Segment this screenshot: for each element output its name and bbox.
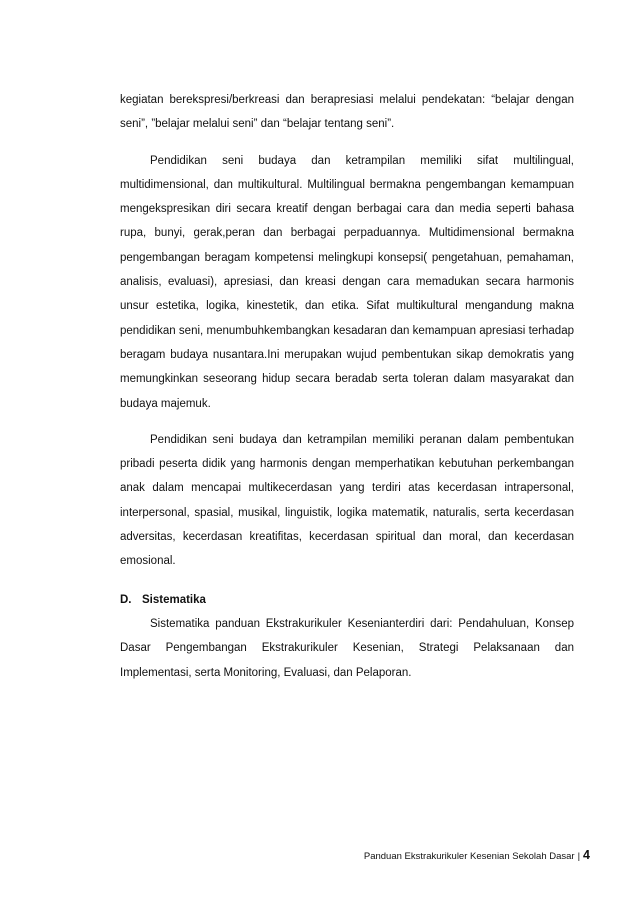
paragraph-sifat: Pendidikan seni budaya dan ketrampilan memiliki sifat multilingual, multidimensional, dan multikultural. Multilingual bermakna pengembangan kemampuan mengekspresikan diri secara kreatif dengan berbagai cara dan media seperti bahasa rupa, bunyi, gerak,peran dan berbagai perpaduannya. Multidimensional bermakna pengembangan beragam kompetensi melingkupi konsepsi( pengetahuan, pemahaman, analisis, evaluasi), apresiasi, dan kreasi dengan cara memadukan secara harmonis unsur estetika, logika, kinestetik, dan etika. Sifat multikultural mengandung makna pendidikan seni, menumbuhkembangkan kesadaran dan kemampuan apresiasi terhadap beragam budaya nusantara.Ini merupakan wujud pembentukan sikap demokratis yang memungkinkan seseorang hidup secara beradab serta toleran dalam masyarakat dan budaya majemuk. xyxy=(120,154,574,410)
footer-separator: | xyxy=(577,851,581,862)
page-number: 4 xyxy=(583,848,590,862)
paragraph-peranan: Pendidikan seni budaya dan ketrampilan memiliki peranan dalam pembentukan pribadi peserta didik yang harmonis dengan memperhatikan kebutuhan perkembangan anak dalam mencapai multikecerdasan yang terdiri atas kecerdasan intrapersonal, interpersonal, spasial, musikal, linguistik, logika matematik, naturalis, serta kecerdasan adversitas, kecerdasan kreatifitas, kecerdasan spiritual dan moral, dan kecerdasan emosional. xyxy=(120,433,574,568)
page-content xyxy=(120,88,574,685)
page-footer xyxy=(364,848,590,862)
section-title: Sistematika xyxy=(142,593,206,606)
footer-title: Panduan Ekstrakurikuler Kesenian Sekolah Dasar xyxy=(363,851,575,862)
section-body: Sistematika panduan Ekstrakurikuler Kesenianterdiri dari: Pendahuluan, Konsep Dasar Pengembangan Ekstrakurikuler Kesenian, Strategi Pelaksanaan dan Implementasi, serta Monitoring, Evaluasi, dan Pelaporan. xyxy=(120,617,574,679)
section-heading xyxy=(120,588,574,612)
paragraph-intro: kegiatan berekspresi/berkreasi dan berapresiasi melalui pendekatan: “belajar dengan seni”, ”belajar melalui seni” dan “belajar tentang seni”. xyxy=(120,94,574,131)
section-number: D. xyxy=(120,593,132,606)
